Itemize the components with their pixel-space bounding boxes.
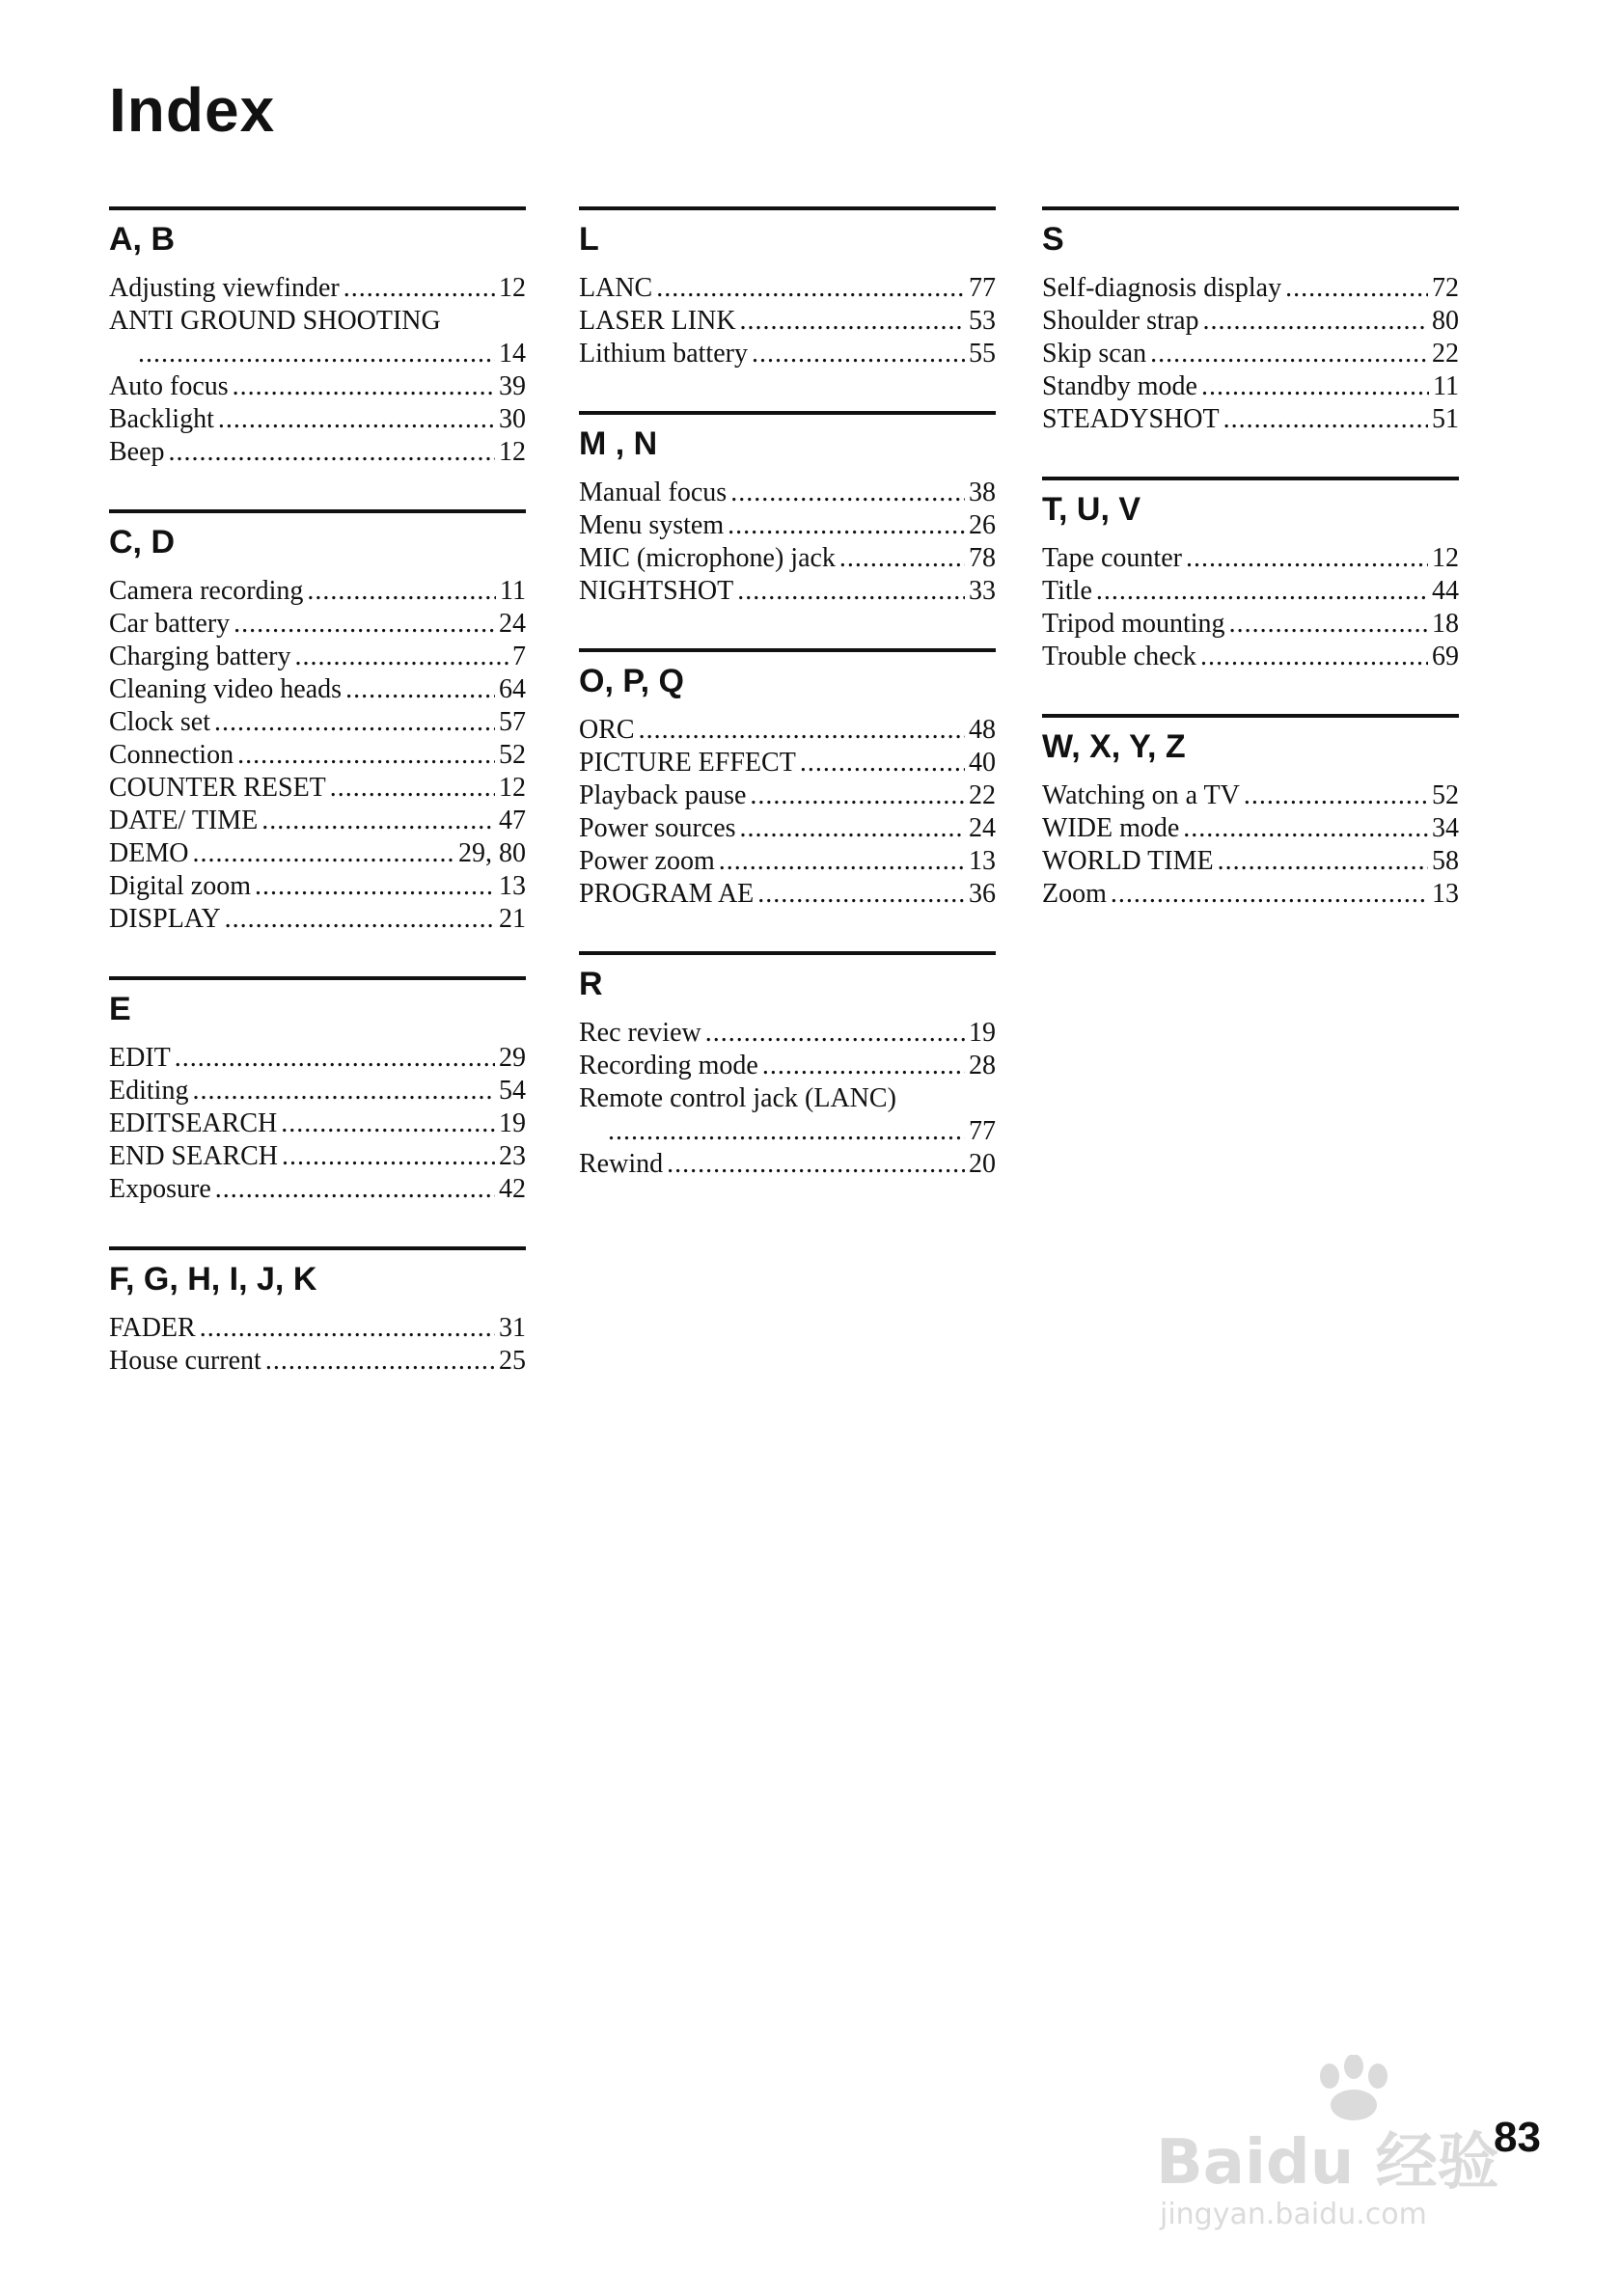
entry-page: 36 <box>969 879 996 909</box>
leader-dots <box>737 575 965 608</box>
entry-page: 47 <box>499 806 526 835</box>
entry-page: 80 <box>1432 306 1459 336</box>
leader-dots <box>740 305 965 338</box>
index-entry <box>109 706 526 739</box>
index-entry <box>579 714 996 747</box>
index-entry <box>1042 575 1459 608</box>
entry-list <box>579 1017 996 1181</box>
entry-page: 64 <box>499 674 526 704</box>
index-entry <box>109 1173 526 1206</box>
leader-dots <box>1218 845 1428 878</box>
entry-term: Tape counter <box>1042 543 1182 573</box>
index-entry <box>109 370 526 403</box>
entry-term: FADER <box>109 1313 196 1343</box>
section-heading: F, G, H, I, J, K <box>109 1261 317 1298</box>
index-entry <box>1042 608 1459 641</box>
leader-dots <box>255 870 495 903</box>
index-entry <box>579 1050 996 1082</box>
index-entry <box>109 805 526 837</box>
leader-dots <box>740 812 965 845</box>
index-entry <box>109 903 526 936</box>
entry-term: Connection <box>109 740 234 770</box>
index-section-s <box>1042 206 1459 436</box>
index-entry <box>579 338 996 370</box>
entry-page: 13 <box>969 846 996 876</box>
entry-page: 52 <box>1432 780 1459 810</box>
leader-dots <box>237 739 495 772</box>
entry-page: 48 <box>969 715 996 745</box>
entry-page: 21 <box>499 904 526 934</box>
entry-term: Recording mode <box>579 1051 758 1080</box>
leader-dots <box>218 403 495 436</box>
entry-list <box>1042 272 1459 436</box>
index-entry <box>109 575 526 608</box>
entry-list <box>579 477 996 608</box>
entry-term: Digital zoom <box>109 871 251 901</box>
section-heading: L <box>579 221 599 258</box>
leader-dots <box>608 1115 965 1148</box>
entry-page: 19 <box>499 1108 526 1138</box>
entry-page: 23 <box>499 1141 526 1171</box>
index-entry <box>1042 779 1459 812</box>
entry-page: 22 <box>969 780 996 810</box>
index-entry <box>109 772 526 805</box>
index-entry <box>579 542 996 575</box>
index-column-3 <box>1042 206 1459 911</box>
entry-term: Self-diagnosis display <box>1042 273 1282 303</box>
entry-page: 12 <box>499 773 526 803</box>
entry-page: 38 <box>969 478 996 507</box>
page-title: Index <box>109 75 276 145</box>
index-entry <box>109 272 526 305</box>
leader-dots <box>343 272 495 305</box>
entry-term: Camera recording <box>109 576 304 606</box>
section-heading: M , N <box>579 425 658 462</box>
index-section-l <box>579 206 996 370</box>
index-entry <box>109 608 526 641</box>
leader-dots <box>639 714 965 747</box>
index-column-2 <box>579 206 996 1181</box>
index-entry <box>109 403 526 436</box>
leader-dots <box>215 1173 495 1206</box>
entry-term: Clock set <box>109 707 210 737</box>
entry-term: Editing <box>109 1076 189 1106</box>
entry-page: 13 <box>499 871 526 901</box>
entry-term: NIGHTSHOT <box>579 576 734 606</box>
section-heading: C, D <box>109 524 175 560</box>
entry-page: 19 <box>969 1018 996 1048</box>
section-heading: E <box>109 991 131 1027</box>
entry-term: STEADYSHOT <box>1042 404 1220 434</box>
leader-dots <box>200 1312 495 1345</box>
entry-term: Adjusting viewfinder <box>109 273 340 303</box>
leader-dots <box>800 747 965 779</box>
baidu-watermark <box>1156 2055 1523 2238</box>
index-entry <box>109 870 526 903</box>
index-entry <box>579 1082 996 1148</box>
entry-term: Rewind <box>579 1149 664 1179</box>
entry-page: 54 <box>499 1076 526 1106</box>
leader-dots <box>261 805 495 837</box>
entry-term: ANTI GROUND SHOOTING <box>109 306 441 336</box>
index-entry <box>109 1075 526 1107</box>
entry-term: Remote control jack (LANC) <box>579 1083 896 1113</box>
section-heading: A, B <box>109 221 175 258</box>
entry-term: Tripod mounting <box>1042 609 1225 639</box>
watermark-logo-text: Baidu 经验 <box>1156 2127 1499 2199</box>
leader-dots <box>1150 338 1428 370</box>
entry-term: DATE/ TIME <box>109 806 259 835</box>
leader-dots <box>192 1075 495 1107</box>
index-entry <box>109 436 526 469</box>
index-entry <box>579 1017 996 1050</box>
leader-dots <box>1200 641 1428 673</box>
index-section-f-k <box>109 1246 526 1378</box>
leader-dots <box>839 542 965 575</box>
entry-page: 11 <box>500 576 526 606</box>
leader-dots <box>214 706 495 739</box>
leader-dots <box>757 878 965 911</box>
entry-page: 53 <box>969 306 996 336</box>
entry-term: Auto focus <box>109 371 229 401</box>
index-entry <box>1042 845 1459 878</box>
index-entry <box>109 305 526 370</box>
entry-term: Trouble check <box>1042 642 1196 671</box>
entry-term: Car battery <box>109 609 231 639</box>
entry-page: 24 <box>499 609 526 639</box>
entry-term: Beep <box>109 437 165 467</box>
entry-term: Exposure <box>109 1174 211 1204</box>
index-entry <box>109 673 526 706</box>
section-heading: W, X, Y, Z <box>1042 728 1186 765</box>
entry-page: 78 <box>969 543 996 573</box>
entry-page: 40 <box>969 748 996 778</box>
entry-page: 28 <box>969 1051 996 1080</box>
entry-term: Standby mode <box>1042 371 1197 401</box>
leader-dots <box>752 338 965 370</box>
entry-page: 31 <box>499 1313 526 1343</box>
leader-dots <box>1223 403 1428 436</box>
leader-dots <box>138 338 495 370</box>
entry-list <box>579 714 996 911</box>
entry-term: END SEARCH <box>109 1141 279 1171</box>
watermark-site: jingyan.baidu.com <box>1160 2198 1427 2231</box>
leader-dots <box>656 272 965 305</box>
entry-page: 13 <box>1432 879 1459 909</box>
entry-list <box>109 575 526 936</box>
entry-term: Power zoom <box>579 846 715 876</box>
leader-dots <box>307 575 496 608</box>
entry-page: 18 <box>1432 609 1459 639</box>
leader-dots <box>234 608 495 641</box>
leader-dots <box>282 1140 495 1173</box>
index-entry <box>1042 370 1459 403</box>
entry-list <box>109 1312 526 1378</box>
entry-page: 44 <box>1432 576 1459 606</box>
entry-term: WORLD TIME <box>1042 846 1214 876</box>
entry-term: Zoom <box>1042 879 1107 909</box>
entry-term: LASER LINK <box>579 306 736 336</box>
entry-term: Backlight <box>109 404 214 434</box>
entry-page: 12 <box>499 437 526 467</box>
index-entry <box>579 477 996 509</box>
entry-term: Title <box>1042 576 1092 606</box>
leader-dots <box>169 436 495 469</box>
leader-dots <box>1285 272 1428 305</box>
index-entry <box>579 845 996 878</box>
entry-page: 77 <box>969 1116 996 1146</box>
leader-dots <box>730 477 965 509</box>
index-entry <box>109 739 526 772</box>
index-entry <box>1042 812 1459 845</box>
entry-page: 29, 80 <box>458 838 526 868</box>
leader-dots <box>281 1107 495 1140</box>
index-entry <box>109 641 526 673</box>
entry-term: DISPLAY <box>109 904 221 934</box>
entry-page: 12 <box>1432 543 1459 573</box>
section-heading: R <box>579 966 603 1002</box>
leader-dots <box>225 903 495 936</box>
index-entry <box>109 1140 526 1173</box>
index-entry <box>1042 542 1459 575</box>
entry-page: 7 <box>512 642 526 671</box>
entry-term: MIC (microphone) jack <box>579 543 836 573</box>
entry-page: 69 <box>1432 642 1459 671</box>
entry-page: 72 <box>1432 273 1459 303</box>
index-column-1 <box>109 206 526 1378</box>
leader-dots <box>1201 370 1429 403</box>
index-entry <box>579 272 996 305</box>
entry-term: DEMO <box>109 838 189 868</box>
entry-page: 25 <box>499 1346 526 1376</box>
entry-term: Manual focus <box>579 478 728 507</box>
index-entry <box>109 1312 526 1345</box>
entry-term: ORC <box>579 715 635 745</box>
entry-term: Menu system <box>579 510 725 540</box>
index-section-o-q <box>579 648 996 911</box>
leader-dots <box>1111 878 1428 911</box>
entry-page: 39 <box>499 371 526 401</box>
entry-term: Charging battery <box>109 642 291 671</box>
index-entry <box>579 812 996 845</box>
entry-page: 57 <box>499 707 526 737</box>
leader-dots <box>1186 542 1428 575</box>
entry-page: 12 <box>499 273 526 303</box>
index-entry <box>1042 878 1459 911</box>
entry-page: 22 <box>1432 339 1459 369</box>
entry-page: 26 <box>969 510 996 540</box>
index-section-m-n <box>579 411 996 608</box>
entry-page: 24 <box>969 813 996 843</box>
entry-term: Skip scan <box>1042 339 1147 369</box>
entry-term: WIDE mode <box>1042 813 1180 843</box>
section-heading: T, U, V <box>1042 491 1141 528</box>
entry-list <box>1042 542 1459 673</box>
leader-dots <box>750 779 965 812</box>
index-entry <box>1042 403 1459 436</box>
entry-list <box>109 272 526 469</box>
entry-term: EDIT <box>109 1043 171 1073</box>
entry-term: Lithium battery <box>579 339 748 369</box>
leader-dots <box>1096 575 1428 608</box>
entry-page: 42 <box>499 1174 526 1204</box>
entry-term: Power sources <box>579 813 736 843</box>
index-entry <box>1042 641 1459 673</box>
index-entry <box>109 837 526 870</box>
entry-list <box>109 1042 526 1206</box>
entry-term: COUNTER RESET <box>109 773 326 803</box>
entry-page: 20 <box>969 1149 996 1179</box>
index-entry <box>109 1042 526 1075</box>
leader-dots <box>1244 779 1428 812</box>
entry-page: 30 <box>499 404 526 434</box>
index-section-a-b <box>109 206 526 469</box>
entry-list <box>1042 779 1459 911</box>
leader-dots <box>667 1148 965 1181</box>
leader-dots <box>265 1345 495 1378</box>
entry-page: 33 <box>969 576 996 606</box>
index-entry <box>109 1345 526 1378</box>
section-heading: O, P, Q <box>579 663 684 699</box>
entry-term: EDITSEARCH <box>109 1108 278 1138</box>
leader-dots <box>330 772 495 805</box>
leader-dots <box>345 673 495 706</box>
entry-term: Watching on a TV <box>1042 780 1240 810</box>
entry-term: Cleaning video heads <box>109 674 343 704</box>
leader-dots <box>705 1017 965 1050</box>
leader-dots <box>175 1042 495 1075</box>
leader-dots <box>1203 305 1428 338</box>
entry-page: 14 <box>499 339 526 369</box>
index-entry <box>579 747 996 779</box>
entry-term: Rec review <box>579 1018 701 1048</box>
index-section-w-z <box>1042 714 1459 911</box>
entry-page: 29 <box>499 1043 526 1073</box>
entry-term: Playback pause <box>579 780 747 810</box>
page-number: 83 <box>1494 2114 1541 2161</box>
entry-page: 52 <box>499 740 526 770</box>
index-entry <box>579 779 996 812</box>
index-entry <box>1042 305 1459 338</box>
index-entry <box>579 575 996 608</box>
entry-term: House current <box>109 1346 261 1376</box>
leader-dots <box>192 837 454 870</box>
index-entry <box>109 1107 526 1140</box>
entry-page: 77 <box>969 273 996 303</box>
section-heading: S <box>1042 221 1064 258</box>
entry-term: Shoulder strap <box>1042 306 1199 336</box>
leader-dots <box>719 845 965 878</box>
entry-page: 34 <box>1432 813 1459 843</box>
entry-page: 51 <box>1432 404 1459 434</box>
index-entry <box>579 305 996 338</box>
entry-page: 55 <box>969 339 996 369</box>
index-section-r <box>579 951 996 1181</box>
leader-dots <box>233 370 495 403</box>
index-entry <box>1042 272 1459 305</box>
leader-dots <box>1229 608 1428 641</box>
leader-dots <box>294 641 508 673</box>
index-entry <box>579 878 996 911</box>
index-entry <box>1042 338 1459 370</box>
leader-dots <box>1183 812 1428 845</box>
entry-list <box>579 272 996 370</box>
entry-page: 58 <box>1432 846 1459 876</box>
entry-term: PROGRAM AE <box>579 879 755 909</box>
index-section-t-v <box>1042 477 1459 673</box>
entry-page: 11 <box>1433 371 1459 401</box>
index-section-e <box>109 976 526 1206</box>
entry-term: LANC <box>579 273 653 303</box>
leader-dots <box>728 509 965 542</box>
index-entry <box>579 509 996 542</box>
entry-term: PICTURE EFFECT <box>579 748 796 778</box>
index-section-c-d <box>109 509 526 936</box>
leader-dots <box>762 1050 965 1082</box>
index-entry <box>579 1148 996 1181</box>
